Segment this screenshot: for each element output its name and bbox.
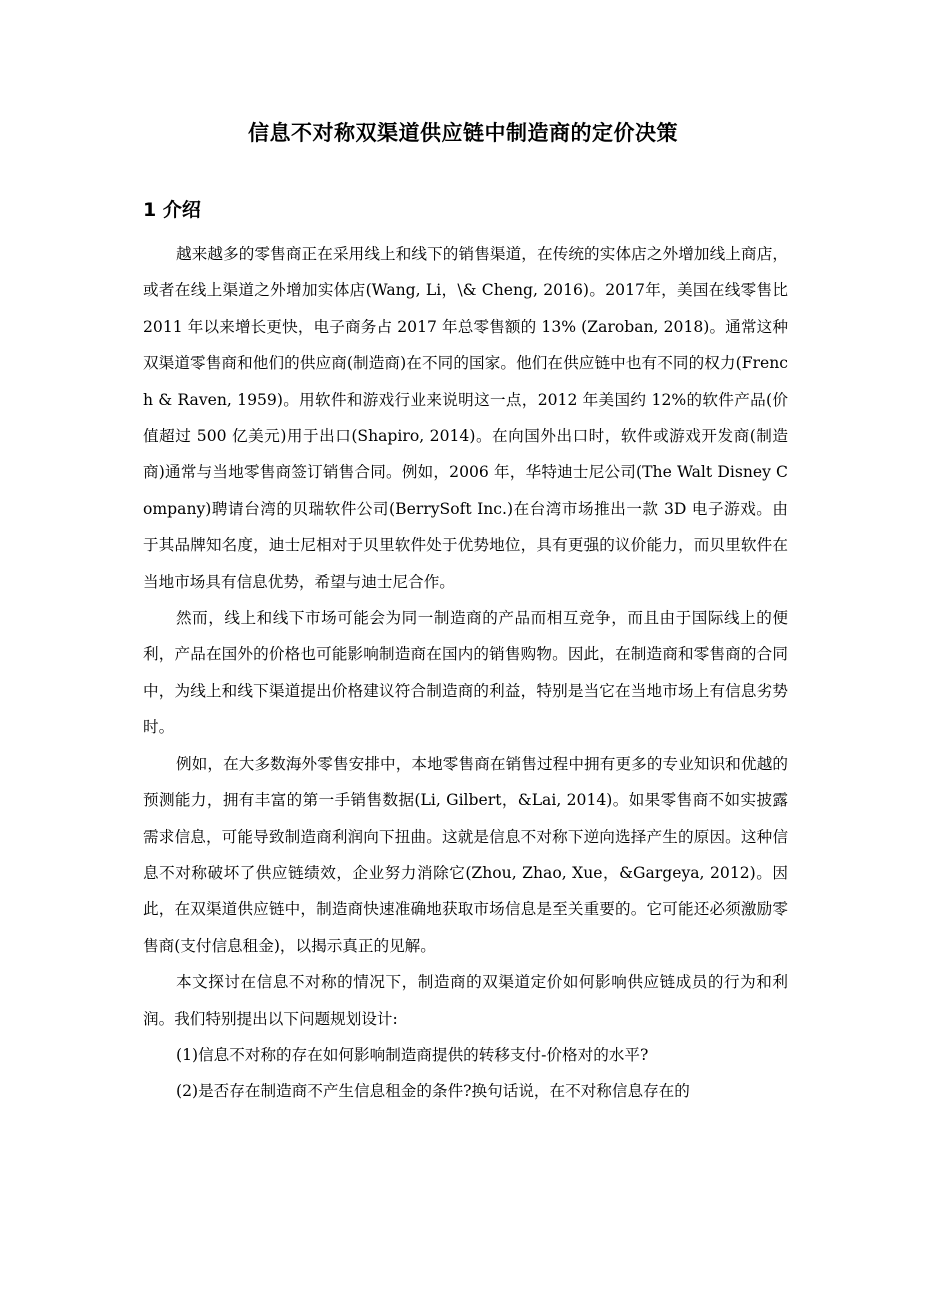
document-body: [143, 236, 788, 1110]
question-2: (2)是否存在制造商不产生信息租金的条件?换句话说，在不对称信息存在的: [176, 1082, 690, 1101]
question-1: (1)信息不对称的存在如何影响制造商提供的转移支付-价格对的水平?: [176, 1045, 649, 1064]
paragraph-1: 越来越多的零售商正在采用线上和线下的销售渠道，在传统的实体店之外增加线上商店，或者在线上渠道之外增加实体店(Wang, Li，\& Cheng, 2016)。2017年，美国在线零售比 2011 年以来增长更快，电子商务占 2017 年总零售额的 13% (Zaroban, 2018)。通常这种双渠道零售商和他们的供应商(制造商)在不同的国家。他们在供应链中也有不同的权力(French & Raven, 1959)。用软件和游戏行业来说明这一点，2012 年美国约 12%的软件产品(价值超过 500 亿美元)用于出口(Shapiro, 2014)。在向国外出口时，软件或游戏开发商(制造商)通常与当地零售商签订销售合同。例如，2006 年，华特迪士尼公司(The Walt Disney Company)聘请台湾的贝瑞软件公司(BerrySoft Inc.)在台湾市场推出一款 3D 电子游戏。由于其品牌知名度，迪士尼相对于贝里软件处于优势地位，具有更强的议价能力，而贝里软件在当地市场具有信息优势，希望与迪士尼合作。: [143, 245, 788, 591]
document-title: 信息不对称双渠道供应链中制造商的定价决策: [248, 121, 678, 145]
paragraph-2: 然而，线上和线下市场可能会为同一制造商的产品而相互竞争，而且由于国际线上的便利，产品在国外的价格也可能影响制造商在国内的销售购物。因此，在制造商和零售商的合同中，为线上和线下渠道提出价格建议符合制造商的利益，特别是当它在当地市场上有信息劣势时。: [143, 609, 788, 737]
paragraph-4: 本文探讨在信息不对称的情况下，制造商的双渠道定价如何影响供应链成员的行为和利润。我们特别提出以下问题规划设计:: [143, 973, 788, 1028]
section-heading: 1 介绍: [143, 199, 201, 221]
paragraph-3: 例如，在大多数海外零售安排中，本地零售商在销售过程中拥有更多的专业知识和优越的预测能力，拥有丰富的第一手销售数据(Li, Gilbert，&Lai, 2014)。如果零售商不如实披露需求信息，可能导致制造商利润向下扭曲。这就是信息不对称下逆向选择产生的原因。这种信息不对称破坏了供应链绩效，企业努力消除它(Zhou, Zhao, Xue，&Gargeya, 2012)。因此，在双渠道供应链中，制造商快速准确地获取市场信息是至关重要的。它可能还必须激励零售商(支付信息租金)，以揭示真正的见解。: [143, 754, 788, 955]
